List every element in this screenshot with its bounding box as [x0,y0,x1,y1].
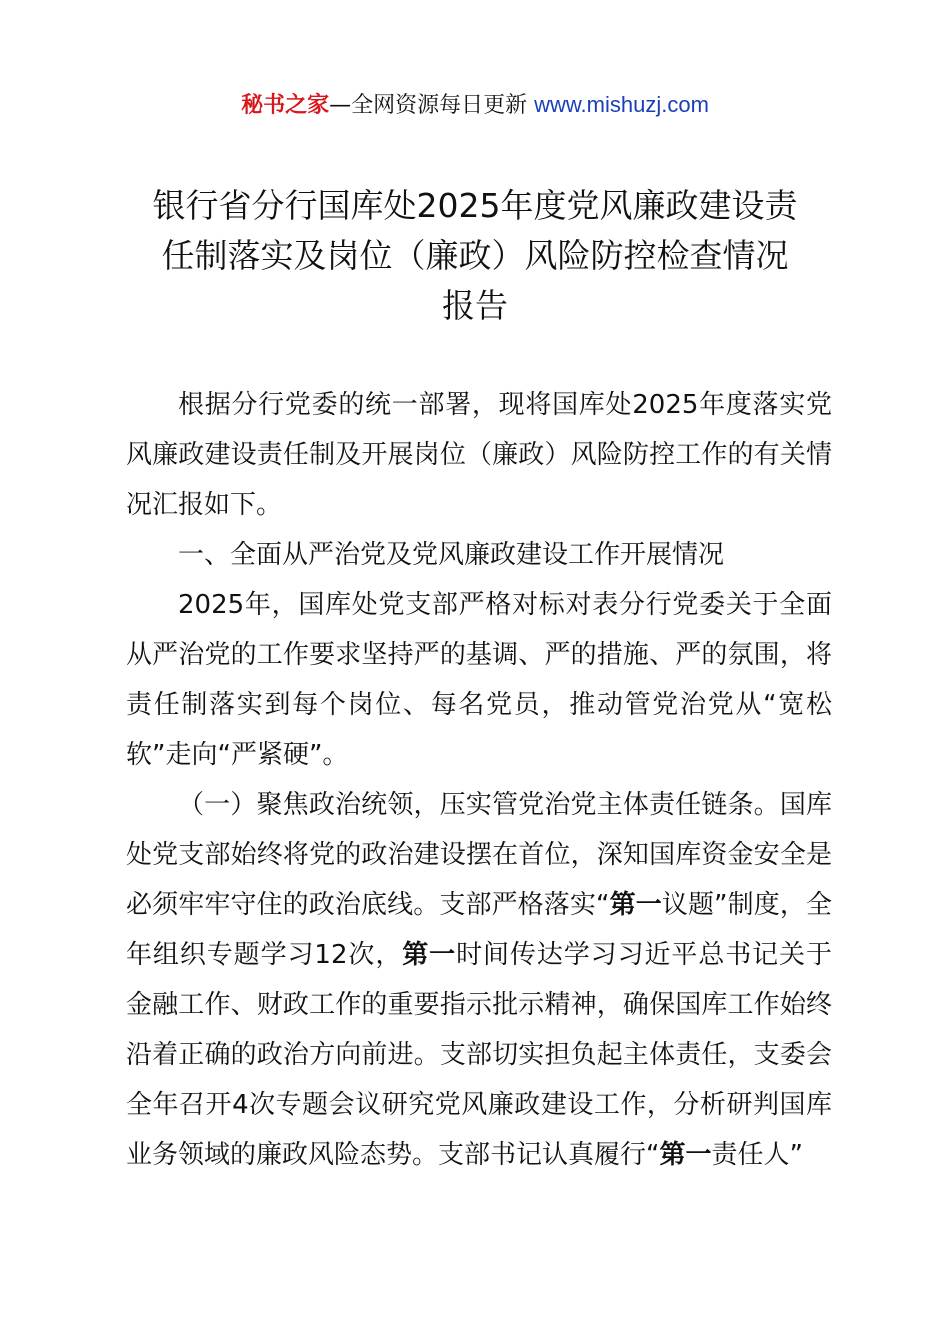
title-line-1: 银行省分行国库处2025年度党风廉政建设责 [152,186,798,225]
paragraph-intro: 根据分行党委的统一部署，现将国库处2025年度落实党风廉政建设责任制及开展岗位（廉政）风险防控工作的有关情况汇报如下。 [126,390,832,520]
bold-text: 第一 [609,890,662,920]
text-run: 责任人” [711,1140,803,1170]
document-title [120,181,830,331]
bold-text: 第一 [402,940,457,970]
text-run: 时间传达学习习近平总书记关于金融工作、财政工作的重要指示批示精神，确保国库工作始终沿着正确的政治方向前进。支部切实担负起主体责任，支委会全年召开4次专题会议研究党风廉政建设工作，分析研判国库业务领域的廉政风险态势。支部书记认真履行“ [126,940,832,1170]
title-line-2: 任制落实及岗位（廉政）风险防控检查情况 [161,236,789,275]
paragraph-subsection-1 [126,780,832,1180]
text-run: （一）聚焦政治统领，压实管党治党主体责任链条。国库处党支部始终将党的政治建设摆在首位，深知国库资金安全是必须牢牢守住的政治底线。支部严格落实“ [126,790,832,920]
section-heading-1: 一、全面从严治党及党风廉政建设工作开展情况 [178,540,725,570]
header-tagline: —全网资源每日更新 [329,93,535,118]
document-body [126,380,832,1180]
paragraph-overview: 2025年，国库处党支部严格对标对表分行党委关于全面从严治党的工作要求坚持严的基调、严的措施、严的氛围，将责任制落实到每个岗位、每名党员，推动管党治党从“宽松软”走向“严紧硬”。 [126,590,832,770]
text-run: 议题”制度，全年组织专题学习12次， [126,890,832,970]
bold-text: 第一 [659,1140,712,1170]
site-header [0,88,950,123]
brand-name: 秘书之家 [241,93,330,118]
title-line-3: 报告 [442,286,508,325]
site-url-link[interactable]: www.mishuzj.com [534,92,709,117]
